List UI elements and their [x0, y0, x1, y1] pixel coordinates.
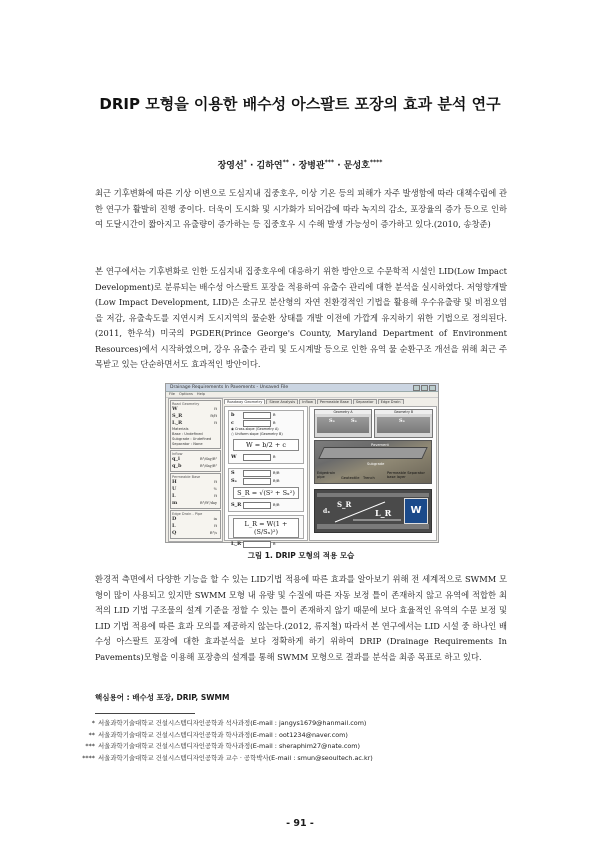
radio-option — [229, 432, 303, 437]
layer-label: Subgrade — [367, 462, 385, 466]
param-row — [172, 479, 219, 486]
radio-selected-icon: ◉ — [231, 427, 236, 431]
footnote-text: 서울과학기술대학교 건설시스템디자인공학과 학사과정(E-mail : oot1234@naver.com) — [98, 730, 348, 739]
param-unit: ft³/s — [209, 531, 217, 535]
slope-label: Sₓ — [351, 418, 357, 424]
slope-label: Sₓ — [399, 418, 405, 424]
param-row — [229, 477, 303, 485]
road-geometry-group — [170, 400, 221, 449]
lr-label: L_R — [375, 508, 392, 518]
layer-item: Base : Undefined — [172, 432, 203, 436]
param-row — [172, 500, 219, 507]
param-unit: ft — [214, 421, 217, 425]
param-row — [229, 501, 303, 509]
footnote-mark: * — [91, 719, 95, 727]
param-symbol: q_b — [172, 463, 182, 469]
param-symbol: S_R — [172, 413, 183, 419]
layer-label: Geotextile — [341, 476, 360, 480]
param-symbol: D — [172, 516, 177, 522]
tab-strip — [224, 399, 434, 405]
paper-title: DRIP 모형을 이용한 배수성 아스팔트 포장의 효과 분석 연구 — [99, 95, 501, 113]
author-list — [150, 158, 450, 171]
page-number: - 91 - — [286, 818, 314, 829]
menu-help: Help — [196, 392, 206, 396]
param-row — [172, 413, 219, 420]
footnote — [75, 730, 515, 742]
body-paragraph: 최근 기후변화에 따른 기상 이변으로 도심지내 집중호우, 이상 기온 등의 피해가 자주 발생함에 따라 대책수립에 관한 연구가 활발히 진행 중이다. 더욱이 도시화 및 시가화가 되어감에 따라 녹지의 감소, 포장율의 증가 등으로 인하여 도달시간이 짧아지고 유출량이 증가하는 등 집중호우 시 수해 발생 가능성이 증가하고 있다.(2010, 송창준) — [95, 188, 507, 229]
slope-section — [228, 468, 304, 512]
param-unit: ft — [273, 542, 276, 546]
inflow-group — [170, 450, 221, 472]
param-symbol: L_R — [172, 420, 183, 426]
geometry-a-diagram — [314, 409, 372, 438]
window-controls — [412, 385, 436, 394]
resultant-slope-formula: S_R = √(S² + Sₓ²) — [233, 487, 299, 499]
radio-label: Cross-slope (Geometry A) — [235, 427, 279, 431]
tab-roadway-geometry: Roadway Geometry — [224, 399, 265, 404]
param-unit: ft/ft — [273, 471, 280, 475]
footnote — [75, 718, 515, 730]
geometry-b-diagram — [374, 409, 433, 438]
footnote — [75, 753, 515, 765]
param-row — [172, 530, 219, 537]
close-icon — [429, 385, 436, 391]
pavement-surface — [318, 447, 428, 459]
author-mark: ** — [282, 159, 289, 166]
param-row — [229, 469, 303, 477]
radio-empty-icon: ○ — [231, 432, 236, 436]
param-input — [243, 412, 271, 419]
layer-label: Pavement — [371, 443, 389, 447]
author-name: 장영선 — [217, 161, 244, 171]
group-caption: Edge Drain - Pipe — [172, 512, 203, 516]
param-row — [229, 411, 303, 419]
footnote-divider — [95, 713, 195, 714]
tab-edge-drain: Edge Drain — [378, 399, 404, 404]
param-unit: ft/ft — [273, 503, 280, 507]
author-separator: · — [334, 161, 344, 171]
param-output — [243, 454, 271, 461]
permeable-base-group — [170, 473, 221, 509]
param-symbol: H — [172, 479, 177, 485]
author-name: 문성호 — [343, 161, 370, 171]
footnote-mark: **** — [82, 753, 95, 762]
param-row — [172, 493, 219, 500]
author-separator: · — [246, 161, 257, 171]
diagram-label: Geometry B — [375, 410, 432, 414]
param-unit: ft — [214, 480, 217, 484]
param-unit: ft — [273, 421, 276, 425]
slope-label: Sₓ — [329, 418, 335, 424]
param-symbol: Sₓ — [231, 478, 237, 484]
keywords-line: 핵심용어 : 배수성 포장, DRIP, SWMM — [95, 693, 230, 702]
footnote-text: 서울과학기술대학교 건설시스템디자인공학과 석사과정(E-mail : jangys1679@hanmail.com) — [98, 719, 367, 727]
resultant-length-formula: L_R = W(1 + (S/Sₓ)²) — [233, 518, 299, 538]
param-row — [172, 523, 219, 530]
tab-separator: Separator — [353, 399, 377, 404]
param-symbol: W — [172, 406, 178, 412]
param-unit: in — [213, 517, 217, 521]
tab-inflow: Inflow — [299, 399, 316, 404]
pavement-3d-diagram — [314, 440, 432, 484]
maximize-icon — [421, 385, 428, 391]
geometry-illustration-panel — [309, 406, 437, 541]
param-unit: ft — [214, 494, 217, 498]
param-unit: ft — [273, 455, 276, 459]
flow-path-diagram — [314, 489, 432, 533]
param-input — [243, 478, 271, 485]
param-unit: ft³/day/ft² — [200, 457, 217, 461]
param-symbol: W — [231, 454, 237, 460]
layer-item: Separator : None — [172, 442, 203, 446]
author-mark: **** — [369, 159, 383, 166]
param-row — [229, 540, 303, 548]
param-row — [172, 463, 219, 470]
author-separator: · — [288, 161, 299, 171]
road-cross-section — [317, 417, 369, 433]
width-marker: W — [404, 498, 428, 524]
footnote-text: 서울과학기술대학교 건설시스템디자인공학과 학사과정(E-mail : sheraphim27@nate.com) — [98, 742, 361, 750]
body-paragraph: 환경적 측면에서 다양한 기능을 할 수 있는 LID기법 적용에 따른 효과를 알아보기 위해 전 세계적으로 SWMM 모형이 많이 사용되고 있지만 SWMM 모형 내 유량 및 수질에 따른 자동 보정 틀이 존재하지 않고 유역에 적합한 최적의 LID 기법 구조물의 설계 기준을 정할 수 있는 틀이 존재하지 않기 때문에 보다 효율적인 유역의 수문 보정 및 LID 기법 적용에 따른 효과 모의를 제공하지 않는다.(2012, 류지철) 따라서 본 연구에서는 LID 시설 중 하나인 배수성 아스팔트 포장에 대한 효과분석을 보다 정확하게 하기 위하여 DRIP (Drainage Requirements In Pavements)모형을 이용해 포장층의 설계를 통해 SWMM 모형으로 결과를 분석을 최종 목표로 하고 있다. — [95, 574, 507, 662]
param-row — [172, 516, 219, 523]
minimize-icon — [413, 385, 420, 391]
footnote-mark: ** — [88, 730, 95, 739]
footnote-text: 서울과학기술대학교 건설시스템디자인공학과 교수 · 공학박사(E-mail : smun@seoultech.ac.kr) — [98, 753, 373, 762]
author-mark: * — [243, 159, 247, 166]
edge-drain-group — [170, 510, 221, 539]
param-input — [243, 470, 271, 477]
param-unit: ft — [273, 413, 276, 417]
window-title-bar — [166, 384, 438, 392]
author-mark: *** — [324, 159, 335, 166]
dx-label: dₓ — [323, 508, 331, 515]
param-unit: % — [213, 487, 217, 491]
layer-item: Subgrade : Undefined — [172, 437, 212, 441]
layer-label: Trench — [363, 476, 375, 480]
layer-item: Materials — [172, 427, 189, 431]
param-unit: ft/ft — [210, 414, 217, 418]
param-symbol: q_i — [172, 456, 180, 462]
menu-file: File — [169, 392, 176, 396]
param-output — [243, 502, 271, 509]
group-caption: Road Geometry — [172, 402, 200, 406]
param-symbol: L — [172, 493, 176, 499]
param-symbol: c — [231, 420, 235, 426]
param-unit: ft — [214, 407, 217, 411]
body-paragraph: 본 연구에서는 기후변화로 인한 도심지내 집중호우에 대응하기 위한 방안으로 수문학적 시설인 LID(Low Impact Development)로 분류되는 배수성 아스팔트 포장을 적용하여 유출수 관리에 대한 분석을 실시하였다. 저영향개발(Low Impact Development, LID)은 소규모 분산형의 자연 친환경적인 기법을 활용해 우수유출량 및 비점오염을 저감, 유출속도를 지연시켜 도시지역의 물순환 상태를 개발 이전에 가깝게 유지하기 위한 기법으로 정의된다.(2011, 한우석) 미국의 PGDER(Prince George's County, Maryland Department of Environment Resources)에서 시작하였으며, 강우 유출수 관리 및 도시계발 등으로 인한 유역 물 순환구조 개선을 위해 최근 주목받고 있는 단순하면서도 효과적인 방안이다. — [95, 266, 507, 369]
layer-label: Permeable Separator base layer — [387, 471, 425, 479]
param-unit: ft/ft — [273, 479, 280, 483]
figure-caption: 그림 1. DRIP 모형의 적용 모습 — [247, 551, 355, 560]
param-row — [172, 456, 219, 463]
input-summary-panel — [168, 398, 223, 542]
menu-options: Options — [179, 392, 193, 396]
param-symbol: b — [231, 412, 235, 418]
group-caption: Inflow — [172, 452, 183, 456]
tab-sieve-analysis: Sieve Analysis — [266, 399, 298, 404]
param-input — [243, 420, 271, 427]
param-row — [229, 453, 303, 461]
param-symbol: Q — [172, 530, 177, 536]
param-symbol: S_R — [231, 502, 242, 508]
drip-screenshot-figure — [165, 383, 439, 547]
footnote — [75, 741, 515, 753]
layer-label: Edgedrain pipe — [317, 471, 336, 479]
width-section — [228, 410, 304, 464]
param-symbol: L — [172, 523, 176, 529]
param-row — [172, 406, 219, 413]
window-title: Drainage Requirements In Pavements - Unsaved File — [170, 385, 289, 390]
param-symbol: L_R — [231, 541, 242, 547]
group-caption: Permeable Base — [172, 475, 201, 479]
param-row — [172, 420, 219, 427]
radio-label: Uniform slope (Geometry B) — [235, 432, 283, 436]
diagram-label: Geometry A — [315, 410, 371, 414]
length-section — [228, 515, 304, 547]
roadway-geometry-form — [224, 406, 308, 547]
width-formula: W = b/2 + c — [233, 439, 299, 451]
author-name: 장병관 — [298, 161, 325, 171]
tab-permeable-base: Permeable Base — [317, 399, 352, 404]
param-symbol: m — [172, 500, 178, 506]
footnotes — [75, 718, 515, 764]
sr-label: S_R — [337, 500, 352, 509]
param-symbol: S — [231, 470, 235, 476]
param-row — [172, 486, 219, 493]
param-unit: ft — [214, 524, 217, 528]
param-output — [243, 541, 271, 548]
param-symbol: U — [172, 486, 177, 492]
param-row — [229, 419, 303, 427]
footnote-mark: *** — [85, 742, 95, 750]
author-name: 김하연 — [256, 161, 283, 171]
param-unit: ft³/ft²/day — [200, 501, 217, 505]
param-unit: ft³/day/ft² — [200, 464, 217, 468]
